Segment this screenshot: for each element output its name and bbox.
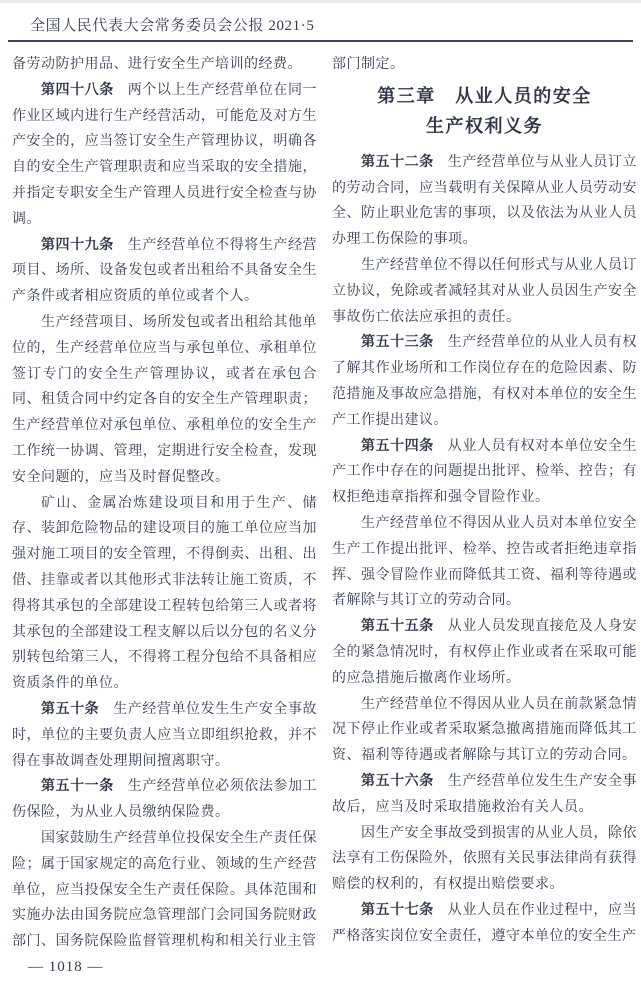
chapter-heading-line1: 第三章 从业人员的安全 bbox=[377, 85, 592, 106]
paragraph-text: 生产经营单位发生生产安全事故后，应当及时采取措施救治有关人员。 bbox=[332, 773, 638, 815]
article-number: 第五十七条 bbox=[361, 902, 434, 918]
article-number: 第五十三条 bbox=[361, 335, 434, 351]
article-number: 第五十条 bbox=[41, 701, 100, 717]
left-column bbox=[12, 52, 317, 955]
paragraph bbox=[12, 233, 317, 310]
article-number: 第五十一条 bbox=[41, 779, 114, 795]
paragraph-text: 矿山、金属冶炼建设项目和用于生产、储存、装卸危险物品的建设项目的施工单位应当加强对施工项目的安全管理，不得倒卖、出租、出借、挂靠或者以其他形式非法转让施工资质，不得将其承包的全部建设工程转包给第三人或者将其承包的全部建设工程支解以后以分包的名义分别转包给第三人，不得将工程分包给不具备相应资质条件的单位。 bbox=[12, 495, 317, 692]
article-number: 第四十九条 bbox=[41, 237, 114, 253]
paragraph-text: 从业人员有权对本单位安全生产工作中存在的问题提出批评、检举、控告；有权拒绝违章指挥和强令冒险作业。 bbox=[332, 438, 638, 506]
right-column bbox=[332, 52, 637, 955]
running-title: 全国人民代表大会常务委员会公报 2021·5 bbox=[30, 18, 315, 34]
page-footer bbox=[28, 959, 104, 976]
article-number: 第五十六条 bbox=[361, 773, 434, 789]
paragraph bbox=[332, 150, 637, 253]
paragraph bbox=[12, 826, 317, 955]
paragraph bbox=[332, 330, 637, 433]
chapter-heading-line2: 生产权利义务 bbox=[426, 115, 543, 136]
paragraph bbox=[12, 310, 317, 491]
paragraph bbox=[332, 614, 637, 691]
paragraph bbox=[12, 52, 317, 78]
paragraph-text: 国家鼓励生产经营单位投保安全生产责任保险；属于国家规定的高危行业、领域的生产经营单位，应当投保安全生产责任保险。具体范围和实施办法由国务院应急管理部门会同国务院财政部门、国务院保险监督管理机构和相关行业主管 bbox=[12, 830, 317, 950]
paragraph-text: 生产经营单位不得将生产经营项目、场所、设备发包或者出租给不具备安全生产条件或者相应资质的单位或者个人。 bbox=[12, 237, 318, 305]
page-body bbox=[0, 42, 641, 955]
paragraph-text: 备劳动防护用品、进行安全生产培训的经费。 bbox=[12, 57, 302, 72]
paragraph-text: 生产经营单位发生生产安全事故时，单位的主要负责人应当立即组织抢救，并不得在事故调查处理期间擅离职守。 bbox=[12, 701, 318, 769]
paragraph-text: 因生产安全事故受到损害的从业人员，除依法享有工伤保险外，依照有关民事法律尚有获得赔偿的权利的，有权提出赔偿要求。 bbox=[332, 825, 637, 893]
page-number: — 1018 — bbox=[28, 959, 104, 975]
paragraph-text: 从业人员发现直接危及人身安全的紧急情况时，有权停止作业或者在采取可能的应急措施后撤离作业场所。 bbox=[332, 619, 638, 686]
page-header bbox=[0, 3, 641, 35]
paragraph-text: 生产经营项目、场所发包或者出租给其他单位的，生产经营单位应当与承包单位、承租单位签订专门的安全生产管理协议，或者在承包合同、租赁合同中约定各自的安全生产管理职责；生产经营单位对承包单位、承租单位的安全生产工作统一协调、管理，定期进行安全检查，发现安全问题的，应当及时督促整改。 bbox=[12, 314, 317, 485]
article-number: 第五十五条 bbox=[361, 619, 434, 635]
chapter-heading bbox=[332, 81, 637, 141]
paragraph-text: 生产经营单位必须依法参加工伤保险，为从业人员缴纳保险费。 bbox=[12, 779, 318, 821]
paragraph-text: 生产经营单位不得因从业人员在前款紧急情况下停止作业或者采取紧急撤离措施而降低其工资、福利等待遇或者解除与其订立的劳动合同。 bbox=[332, 696, 637, 764]
paragraph bbox=[332, 692, 637, 769]
paragraph bbox=[332, 434, 637, 511]
paragraph-text: 从业人员在作业过程中，应当严格落实岗位安全责任，遵守本单位的安全生产 bbox=[332, 902, 638, 944]
paragraph bbox=[332, 769, 637, 821]
paragraph-text: 生产经营单位与从业人员订立的劳动合同，应当载明有关保障从业人员劳动安全、防止职业危害的事项，以及依法为从业人员办理工伤保险的事项。 bbox=[332, 154, 638, 248]
paragraph bbox=[12, 491, 317, 697]
paragraph bbox=[332, 253, 637, 330]
paragraph bbox=[12, 78, 317, 233]
paragraph-text: 生产经营单位的从业人员有权了解其作业场所和工作岗位存在的危险因素、防范措施及事故应急措施，有权对本单位的安全生产工作提出建议。 bbox=[332, 335, 638, 428]
paragraph bbox=[12, 697, 317, 774]
paragraph-text: 生产经营单位不得以任何形式与从业人员订立协议，免除或者减轻其对从业人员因生产安全事故伤亡依法应承担的责任。 bbox=[332, 257, 637, 325]
article-number: 第四十八条 bbox=[41, 82, 114, 98]
paragraph bbox=[12, 774, 317, 826]
article-number: 第五十二条 bbox=[361, 154, 434, 170]
paragraph bbox=[332, 898, 637, 950]
article-number: 第五十四条 bbox=[361, 438, 434, 454]
paragraph-text: 两个以上生产经营单位在同一作业区域内进行生产经营活动，可能危及对方生产安全的，应当签订安全生产管理协议，明确各自的安全生产管理职责和应当采取的安全措施，并指定专职安全生产管理人员进行安全检查与协调。 bbox=[12, 82, 318, 227]
paragraph bbox=[332, 511, 637, 614]
paragraph-text: 生产经营单位不得因从业人员对本单位安全生产工作提出批评、检举、控告或者拒绝违章指挥、强令冒险作业而降低其工资、福利等待遇或者解除与其订立的劳动合同。 bbox=[332, 515, 637, 609]
paragraph-text: 部门制定。 bbox=[332, 57, 405, 72]
paragraph bbox=[332, 52, 637, 78]
paragraph bbox=[332, 821, 637, 898]
